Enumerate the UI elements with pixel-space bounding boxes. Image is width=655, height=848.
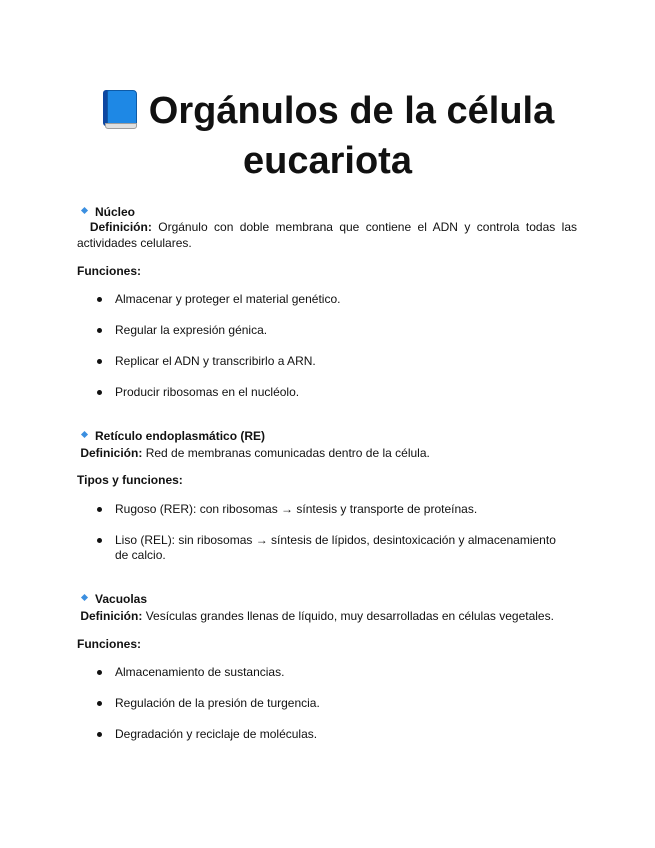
list-item: Liso (REL): sin ribosomas → síntesis de lípidos, desintoxicación y almacenamiento de calcio. (97, 533, 572, 563)
definition-label: Definición: (80, 446, 143, 460)
definition-text: Vesículas grandes llenas de líquido, muy desarrolladas en células vegetales. (145, 609, 554, 623)
list-item: Almacenamiento de sustancias. (97, 665, 572, 680)
title-line-1: Orgánulos de la célula (148, 90, 555, 132)
types-label: Tipos y funciones: (77, 473, 183, 487)
definition-nucleo (77, 219, 577, 251)
list-item: Almacenar y proteger el material genético. (97, 292, 572, 307)
page-title (60, 86, 595, 186)
list-item: Producir ribosomas en el nucléolo. (97, 385, 572, 400)
list-item: Replicar el ADN y transcribirlo a ARN. (97, 354, 572, 369)
diamond-bullet-icon (81, 594, 88, 601)
diamond-bullet-icon (81, 431, 88, 438)
list-item: Regulación de la presión de turgencia. (97, 696, 572, 711)
list-item: Degradación y reciclaje de moléculas. (97, 727, 572, 742)
section-heading-nucleo: Núcleo (80, 205, 135, 220)
list-item: Regular la expresión génica. (97, 323, 572, 338)
title-line-2: eucariota (243, 140, 412, 182)
definition-text: Red de membranas comunicadas dentro de la célula. (145, 446, 430, 460)
definition-reticulo (77, 445, 577, 461)
book-icon (101, 89, 137, 129)
definition-label: Definición: (89, 220, 152, 234)
section-heading-reticulo: Retículo endoplasmático (RE) (80, 429, 265, 444)
diamond-bullet-icon (81, 207, 88, 214)
list-item: Rugoso (RER): con ribosomas → síntesis y transporte de proteínas. (97, 502, 572, 517)
functions-label: Funciones: (77, 637, 142, 651)
definition-vacuolas (77, 608, 577, 624)
section-heading-vacuolas: Vacuolas (80, 592, 147, 607)
functions-label: Funciones: (77, 264, 142, 278)
definition-label: Definición: (80, 609, 143, 623)
definition-text: Orgánulo con doble membrana que contiene el ADN y controla todas las actividades celulares. (77, 220, 577, 250)
